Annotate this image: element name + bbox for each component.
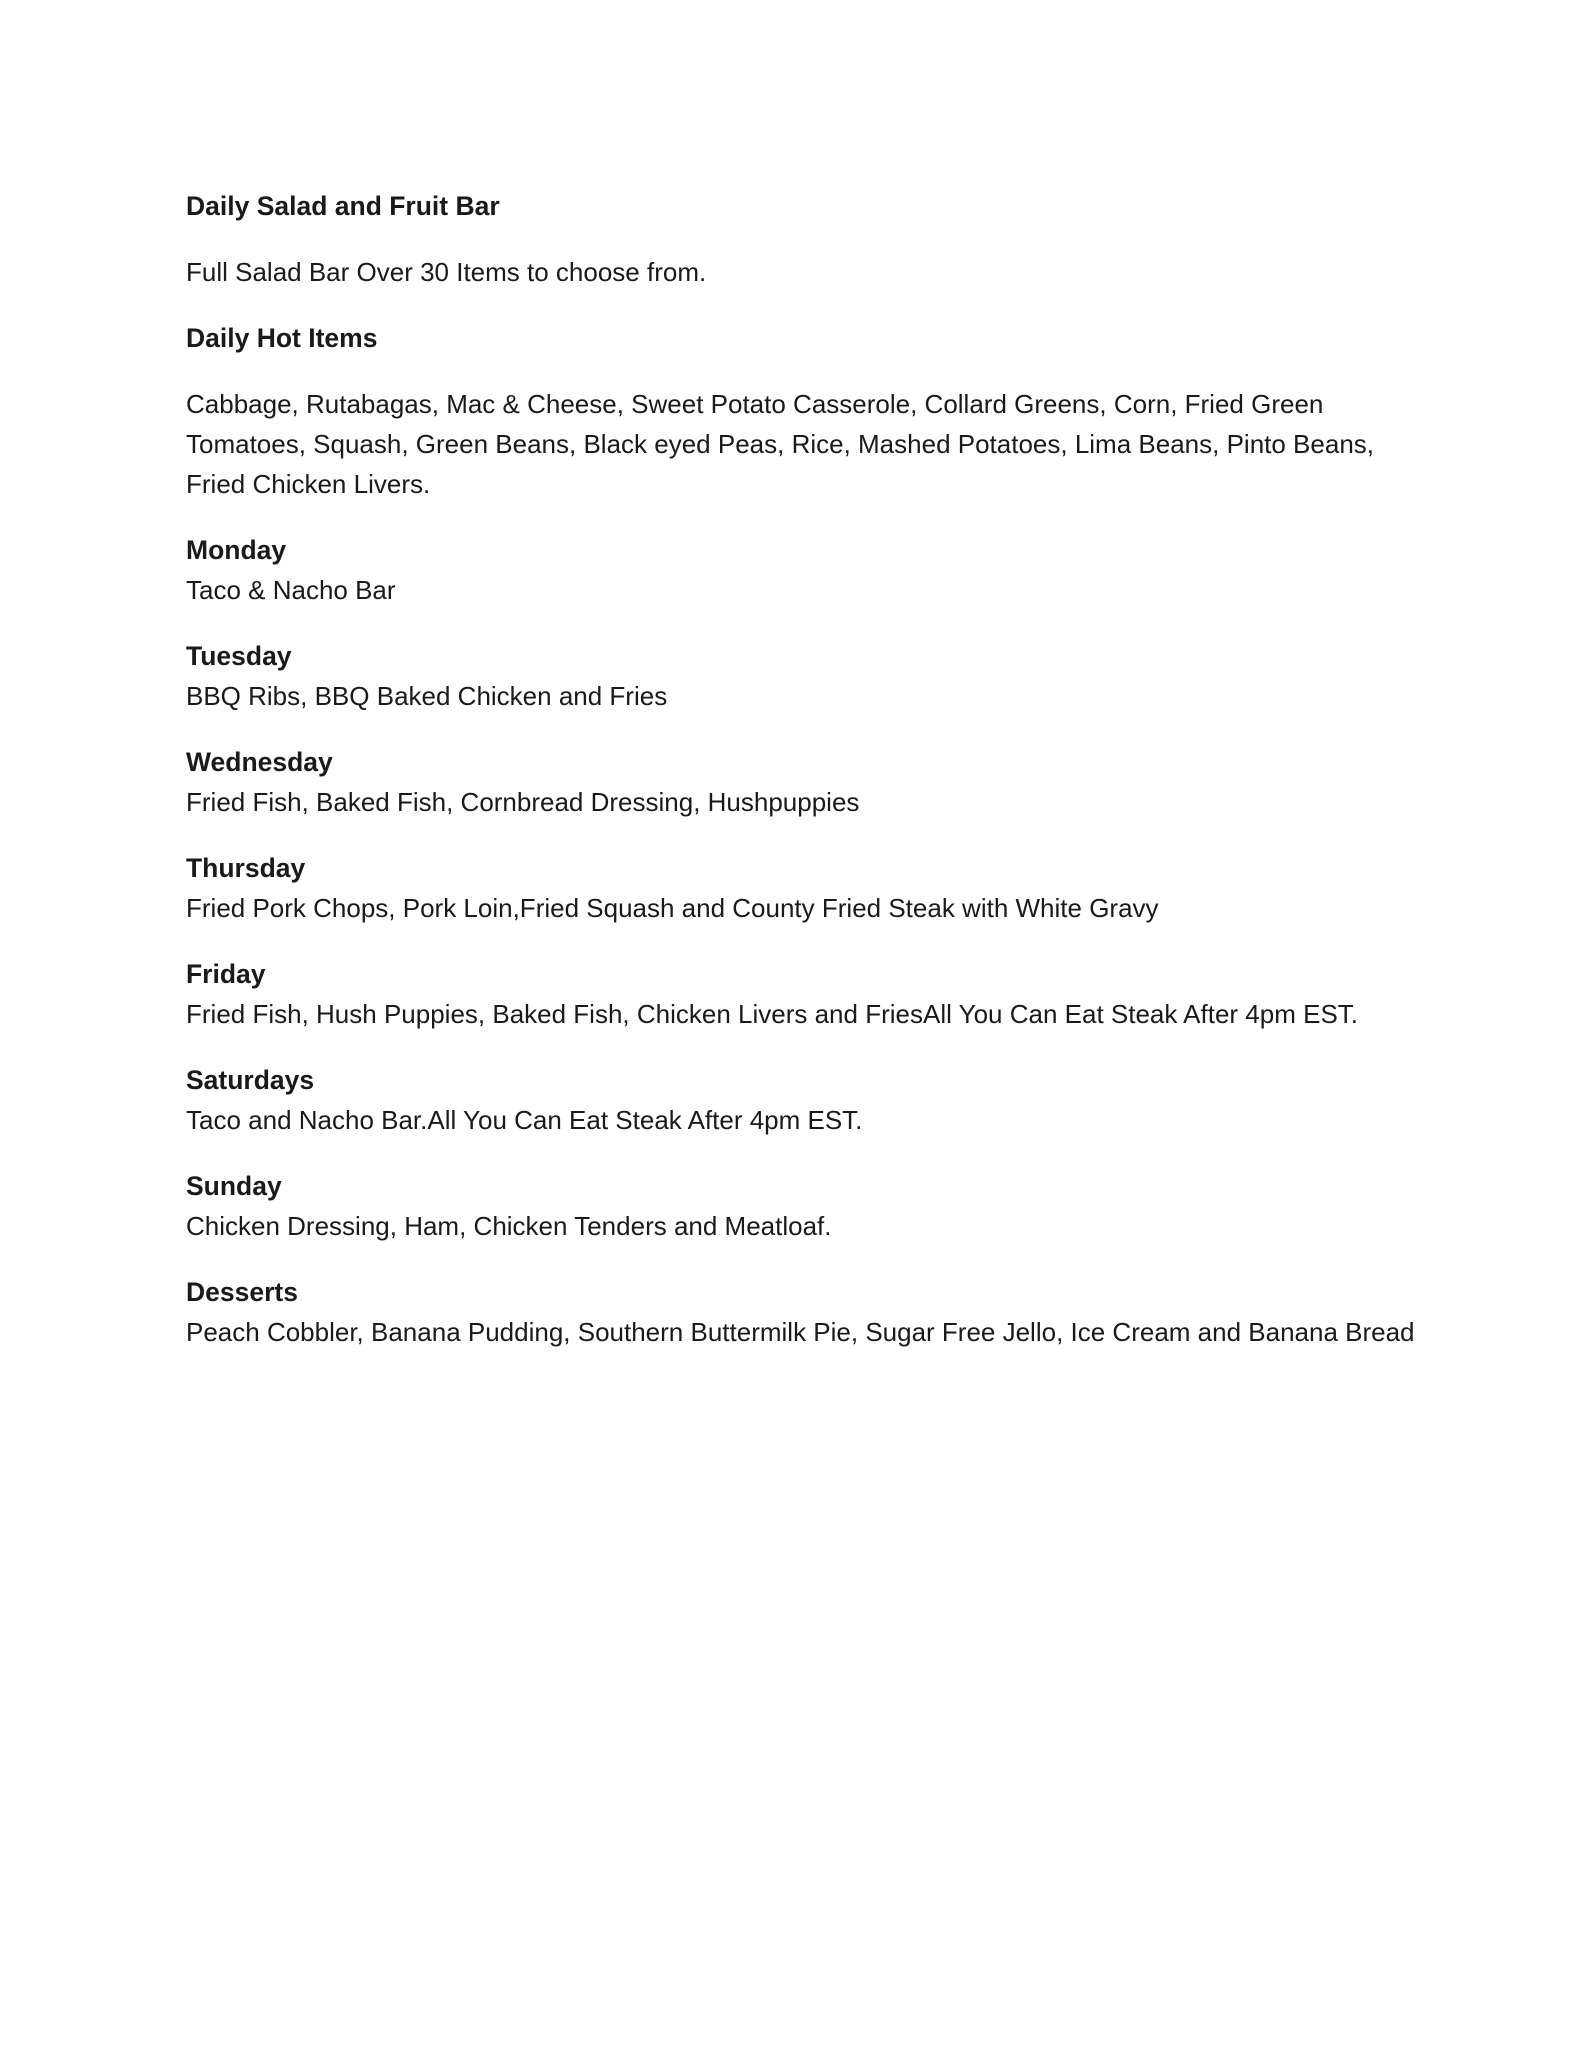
menu-document: [186, 186, 1415, 1352]
day-block-saturdays: [186, 1060, 1396, 1140]
salad-bar-description: Full Salad Bar Over 30 Items to choose from.: [186, 257, 707, 287]
desserts-label: Desserts: [186, 1277, 298, 1307]
day-label: Wednesday: [186, 747, 333, 777]
hot-items-description: Cabbage, Rutabagas, Mac & Cheese, Sweet Potato Casserole, Collard Greens, Corn, Fried Green Tomatoes, Squash, Green Beans, Black eyed Peas, Rice, Mashed Potatoes, Lima Beans, Pinto Beans, Fried Chicken Livers.: [186, 389, 1375, 499]
day-block-sunday: [186, 1166, 1396, 1246]
day-label: Sunday: [186, 1171, 282, 1201]
day-label: Friday: [186, 959, 266, 989]
day-block-wednesday: [186, 742, 1396, 822]
salad-bar-heading: Daily Salad and Fruit Bar: [186, 191, 500, 221]
day-block-friday: [186, 954, 1396, 1034]
day-items: Taco & Nacho Bar: [186, 575, 396, 605]
day-items: Fried Pork Chops, Pork Loin,Fried Squash and County Fried Steak with White Gravy: [186, 893, 1159, 923]
desserts-block: [186, 1272, 1415, 1352]
day-items: Chicken Dressing, Ham, Chicken Tenders and Meatloaf.: [186, 1211, 832, 1241]
day-label: Monday: [186, 535, 287, 565]
day-items: Fried Fish, Hush Puppies, Baked Fish, Chicken Livers and FriesAll You Can Eat Steak After 4pm EST.: [186, 999, 1359, 1029]
day-items: Taco and Nacho Bar.All You Can Eat Steak After 4pm EST.: [186, 1105, 863, 1135]
day-label: Tuesday: [186, 641, 292, 671]
day-block-tuesday: [186, 636, 1396, 716]
desserts-items: Peach Cobbler, Banana Pudding, Southern Buttermilk Pie, Sugar Free Jello, Ice Cream and Banana Bread: [186, 1317, 1415, 1347]
day-items: BBQ Ribs, BBQ Baked Chicken and Fries: [186, 681, 668, 711]
day-label: Saturdays: [186, 1065, 315, 1095]
day-block-monday: [186, 530, 1396, 610]
day-block-thursday: [186, 848, 1396, 928]
day-items: Fried Fish, Baked Fish, Cornbread Dressing, Hushpuppies: [186, 787, 860, 817]
day-label: Thursday: [186, 853, 306, 883]
hot-items-heading: Daily Hot Items: [186, 323, 378, 353]
